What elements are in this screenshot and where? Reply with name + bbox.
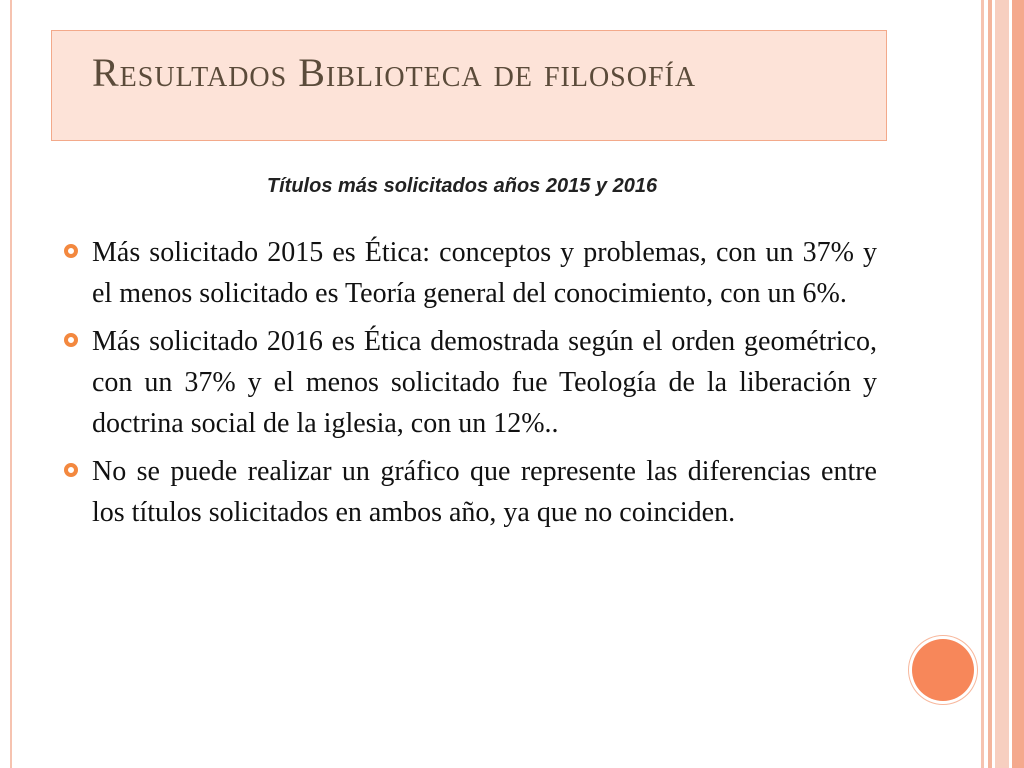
bullet-text: Más solicitado 2015 es Ética: conceptos y problemas, con un 37% y el menos solicitado es Teoría general del conocimiento, con un 6%. <box>92 237 877 309</box>
list-item <box>62 451 877 533</box>
bullet-text: No se puede realizar un gráfico que represente las diferencias entre los títulos solicitados en ambos año, ya que no coinciden. <box>92 456 877 528</box>
right-decor-stripe <box>995 0 1009 768</box>
right-decor-stripe <box>988 0 992 768</box>
circle-bullet-icon <box>64 244 78 258</box>
bullet-list <box>62 232 877 540</box>
left-border-line <box>10 0 12 768</box>
slide-title: Resultados Biblioteca de filosofía <box>92 50 697 95</box>
title-box <box>51 30 887 141</box>
list-item <box>62 232 877 314</box>
bullet-text: Más solicitado 2016 es Ética demostrada según el orden geométrico, con un 37% y el menos solicitado fue Teología de la liberación y doctrina social de la iglesia, con un 12%.. <box>92 326 877 439</box>
list-item <box>62 321 877 444</box>
right-decor-stripe <box>1012 0 1024 768</box>
circle-bullet-icon <box>64 463 78 477</box>
decorative-circle <box>912 639 974 701</box>
right-decor-stripe <box>981 0 984 768</box>
circle-bullet-icon <box>64 333 78 347</box>
slide-subtitle: Títulos más solicitados años 2015 y 2016 <box>266 175 658 197</box>
